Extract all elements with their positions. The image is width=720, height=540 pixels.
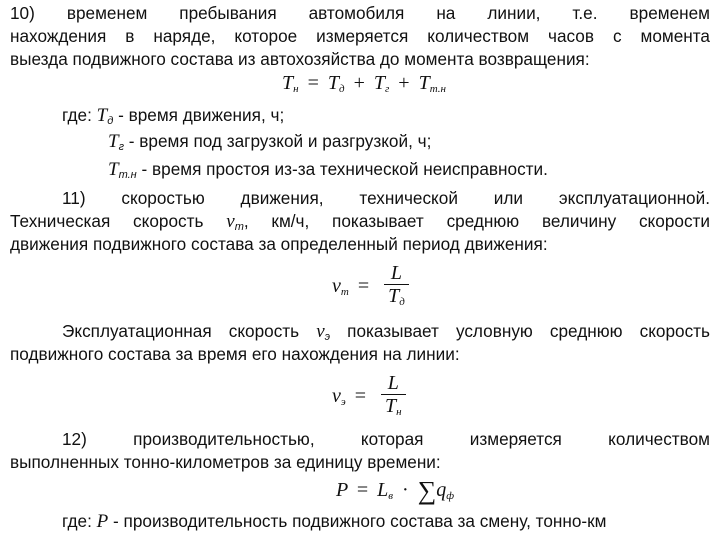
- p11-line-3: движения подвижного состава за определенный период движения:: [10, 234, 548, 254]
- formula-technical-speed: $v_т$ = $\frac{L}{T_д}$: [332, 262, 409, 313]
- where-line-2: $T_г$ - время под загрузкой и разгрузкой, ч;: [108, 131, 432, 153]
- where2-line: где: P - производительность подвижного состава за смену, тонно-км: [62, 511, 607, 532]
- where-line-1: где: $T_д$ - время движения, ч;: [62, 105, 285, 127]
- where-line-3: $T_{т.н}$ - время простоя из-за технической неисправности.: [108, 159, 548, 181]
- p11-line-1: 11) скоростью движения, технической или эксплуатационной.: [62, 188, 710, 208]
- p10-line-2: нахождения в наряде, которое измеряется количеством часов с момента: [10, 26, 710, 46]
- formula-time-on-line: $T_н = T_д + T_г + T_{т.н}$: [282, 72, 446, 95]
- p12-line-1: 12) производительностью, которая измеряется количеством: [62, 429, 710, 449]
- p10-line-3: выезда подвижного состава из автохозяйства до момента возвращения:: [10, 49, 590, 69]
- formula-exploitation-speed: $v_э$ = $\frac{L}{T_н}$: [332, 372, 406, 423]
- p10-line-1: 10) временем пребывания автомобиля на линии, т.е. временем: [10, 3, 710, 23]
- p12-line-2: выполненных тонно-километров за единицу времени:: [10, 452, 441, 472]
- p11-line-2: Техническая скорость $v_т$, км/ч, показывает среднюю величину скорости: [10, 211, 711, 233]
- expl-line-2: подвижного состава за время его нахождения на линии:: [10, 344, 460, 364]
- expl-line-1: Эксплуатационная скорость $v_э$ показывает условную среднюю скорость: [62, 321, 710, 343]
- formula-productivity: $P = L_в \cdot \sum q_ф$: [336, 476, 455, 505]
